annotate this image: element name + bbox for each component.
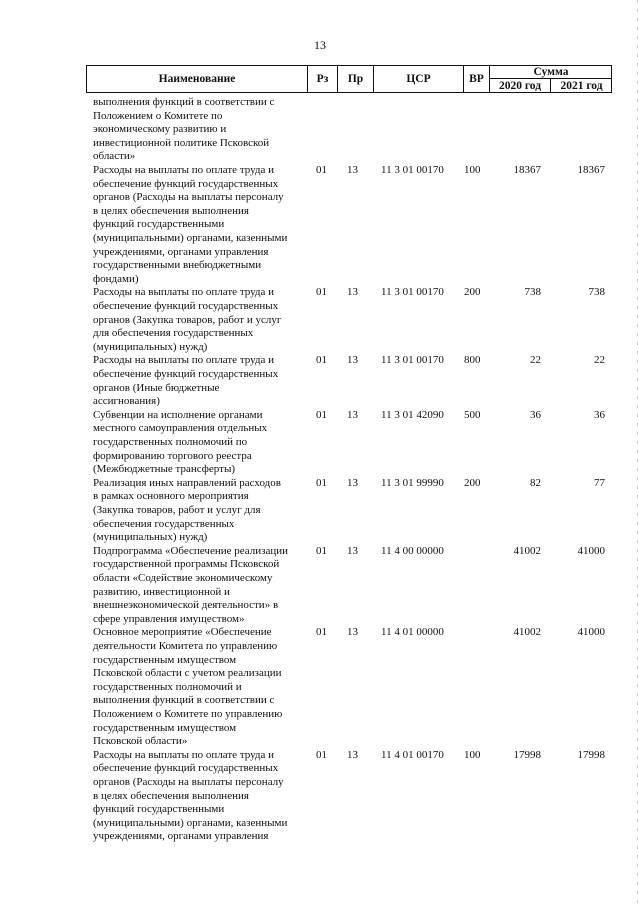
row-name-line: Реализация иных направлений расходов xyxy=(93,476,281,489)
row-name-line: органов (Расходы на выплаты персоналу xyxy=(93,191,284,204)
row-name xyxy=(93,477,318,545)
row-name-line: Положением о Комитете по xyxy=(93,109,223,122)
row-rz: 01 xyxy=(316,408,327,421)
row-name-line: (муниципальными) органами, казенными xyxy=(93,231,288,244)
table-row xyxy=(0,749,640,844)
row-name-line: внешнеэкономической деятельности» в xyxy=(93,599,279,612)
row-name xyxy=(93,626,318,748)
row-sum-2021: 22 xyxy=(594,354,605,367)
table-row xyxy=(0,409,640,477)
row-vr: 500 xyxy=(464,408,481,421)
row-sum-2021: 18367 xyxy=(577,164,605,176)
row-sum-2020: 41002 xyxy=(513,544,541,557)
row-name xyxy=(93,286,318,354)
row-pr: 13 xyxy=(347,626,358,639)
row-name-line: органов (Иные бюджетные xyxy=(93,381,220,394)
row-csr: 11 3 01 00170 xyxy=(381,286,444,299)
row-sum-2021: 41000 xyxy=(577,544,605,557)
row-sum-2021: 77 xyxy=(594,476,605,489)
row-name xyxy=(93,749,318,844)
row-csr: 11 3 01 00170 xyxy=(381,164,444,176)
row-sum-2021: 36 xyxy=(594,408,605,421)
row-name-line: учреждениями, органами управления xyxy=(93,830,269,843)
row-vr: 800 xyxy=(464,354,481,367)
row-name-line: для обеспечения государственных xyxy=(93,327,254,340)
row-csr: 11 3 01 00170 xyxy=(381,354,444,367)
row-pr: 13 xyxy=(347,286,358,299)
row-name-line: Основное мероприятие «Обеспечение xyxy=(93,626,272,639)
row-name-line: функций государственными xyxy=(93,218,225,231)
row-name-line: инвестиционной политике Псковской xyxy=(93,136,270,149)
row-name-line: (муниципальными) органами, казенными xyxy=(93,816,288,829)
row-name-line: в целях обеспечения выполнения xyxy=(93,204,249,217)
row-name-line: государственным имуществом xyxy=(93,653,237,666)
header-vr: ВР xyxy=(464,66,490,92)
row-name-line: деятельности Комитета по управлению xyxy=(93,639,278,652)
scan-edge-decoration xyxy=(637,0,638,905)
row-vr: 100 xyxy=(464,164,481,176)
table-row xyxy=(0,354,640,408)
row-name-line: обеспечение функций государственных xyxy=(93,367,279,380)
row-name-line: Псковской области с учетом реализации xyxy=(93,667,282,680)
row-name-line: (муниципальных) нужд) xyxy=(93,340,208,353)
row-rz: 01 xyxy=(316,544,327,557)
row-name xyxy=(93,164,318,286)
row-name-line: области» xyxy=(93,150,136,163)
row-name-line: Подпрограмма «Обеспечение реализации xyxy=(93,544,288,557)
row-name-line: государственными внебюджетными xyxy=(93,259,262,272)
row-name-line: функций государственными xyxy=(93,803,225,816)
row-name-line: в рамках основного мероприятия xyxy=(93,490,249,503)
row-name-line: области «Содействие экономическому xyxy=(93,571,273,584)
row-sum-2020: 738 xyxy=(524,286,541,299)
row-name-line: Положением о Комитете по управлению xyxy=(93,707,283,720)
table-row xyxy=(0,164,640,286)
row-name-line: выполнения функций в соответствии с xyxy=(93,694,275,707)
row-vr: 200 xyxy=(464,476,481,489)
row-pr: 13 xyxy=(347,476,358,489)
header-name: Наименование xyxy=(87,66,308,92)
row-name-line: (Межбюджетные трансферты) xyxy=(93,463,235,476)
header-pr: Пр xyxy=(338,66,374,92)
row-name-line: в целях обеспечения выполнения xyxy=(93,789,249,802)
row-name-line: государственной программы Псковской xyxy=(93,558,280,571)
row-sum-2021: 41000 xyxy=(577,626,605,639)
row-rz: 01 xyxy=(316,354,327,367)
row-vr: 200 xyxy=(464,286,481,299)
table-row xyxy=(0,286,640,354)
header-year-2021: 2021 год xyxy=(560,79,603,92)
row-name-line: Расходы на выплаты по оплате труда и xyxy=(93,286,275,299)
row-name-line: (Закупка товаров, работ и услуг для xyxy=(93,503,261,516)
row-rz: 01 xyxy=(316,748,327,761)
row-name xyxy=(93,409,318,477)
row-name-line: государственным имуществом xyxy=(93,721,237,734)
row-name-line: обеспечение функций государственных xyxy=(93,762,279,775)
row-sum-2020: 17998 xyxy=(513,748,541,761)
table-row xyxy=(0,477,640,545)
row-name-line: фондами) xyxy=(93,272,139,285)
row-name-line: формированию торгового реестра xyxy=(93,449,252,462)
row-sum-2020: 18367 xyxy=(513,164,541,176)
header-sum: Сумма xyxy=(490,66,612,79)
row-sum-2020: 22 xyxy=(530,354,541,367)
row-sum-2021: 17998 xyxy=(577,748,605,761)
table-row xyxy=(0,545,640,627)
row-name xyxy=(93,545,318,627)
row-name-line: Субвенции на исполнение органами xyxy=(93,408,263,421)
row-name-line: обеспечение функций государственных xyxy=(93,177,279,190)
table-header xyxy=(86,65,612,93)
row-pr: 13 xyxy=(347,408,358,421)
row-csr: 11 4 01 00000 xyxy=(381,626,444,639)
table-row xyxy=(0,626,640,748)
row-sum-2020: 36 xyxy=(530,408,541,421)
row-sum-2021: 738 xyxy=(588,286,605,299)
row-name-line: Расходы на выплаты по оплате труда и xyxy=(93,164,275,176)
page-number: 13 xyxy=(314,38,326,52)
row-name-line: обеспечения государственных xyxy=(93,517,235,530)
row-name-line: государственных полномочий по xyxy=(93,435,248,448)
row-csr: 11 3 01 99990 xyxy=(381,476,444,489)
row-pr: 13 xyxy=(347,354,358,367)
row-rz: 01 xyxy=(316,476,327,489)
row-pr: 13 xyxy=(347,544,358,557)
row-name-line: Псковской области» xyxy=(93,735,188,748)
row-name-line: Расходы на выплаты по оплате труда и xyxy=(93,748,275,761)
row-pr: 13 xyxy=(347,164,358,176)
header-csr: ЦСР xyxy=(374,66,464,92)
row-name-line: экономическому развитию и xyxy=(93,123,227,136)
row-name-line: государственных полномочий и xyxy=(93,680,242,693)
header-rz: Рз xyxy=(308,66,338,92)
row-name-line: обеспечение функций государственных xyxy=(93,299,279,312)
row-name-line: органов (Закупка товаров, работ и услуг xyxy=(93,313,282,326)
row-name-line: (муниципальных) нужд) xyxy=(93,531,208,544)
row-rz: 01 xyxy=(316,286,327,299)
row-csr: 11 3 01 42090 xyxy=(381,408,444,421)
row-csr: 11 4 00 00000 xyxy=(381,544,444,557)
row-vr: 100 xyxy=(464,748,481,761)
row-name xyxy=(93,354,318,408)
row-name-line: ассигнования) xyxy=(93,395,160,408)
header-year-2020: 2020 год xyxy=(490,79,551,92)
row-name-line: сфере управления имуществом» xyxy=(93,612,245,625)
row-name-line: развитию, инвестиционной и xyxy=(93,585,230,598)
row-name xyxy=(93,96,318,164)
row-name-line: учреждениями, органами управления xyxy=(93,245,269,258)
row-sum-2020: 82 xyxy=(530,476,541,489)
row-pr: 13 xyxy=(347,748,358,761)
row-name-line: выполнения функций в соответствии с xyxy=(93,96,275,108)
row-name-line: органов (Расходы на выплаты персоналу xyxy=(93,775,284,788)
row-csr: 11 4 01 00170 xyxy=(381,748,444,761)
row-rz: 01 xyxy=(316,164,327,176)
row-rz: 01 xyxy=(316,626,327,639)
table-row xyxy=(0,96,640,164)
row-name-line: Расходы на выплаты по оплате труда и xyxy=(93,354,275,367)
row-name-line: местного самоуправления отдельных xyxy=(93,422,268,435)
row-sum-2020: 41002 xyxy=(513,626,541,639)
